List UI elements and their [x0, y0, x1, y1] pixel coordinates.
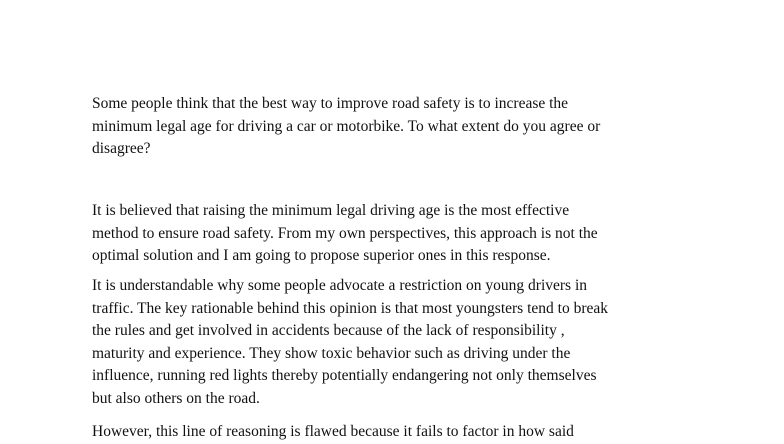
paragraph-introduction — [92, 200, 712, 268]
prompt-line: Some people think that the best way to improve road safety is to increase the — [92, 95, 569, 112]
paragraph-line: maturity and experience. They show toxic behavior such as driving under the — [92, 344, 571, 362]
paragraph-body-two — [92, 421, 712, 444]
paragraph-line: However, this line of reasoning is flawed because it fails to factor in how said — [92, 423, 574, 440]
paragraph-line: It is understandable why some people advocate a restriction on young drivers in — [92, 277, 588, 294]
essay-prompt — [92, 93, 712, 161]
paragraph-line: but also others on the road. — [92, 389, 260, 407]
prompt-line: disagree? — [92, 140, 151, 157]
paragraph-body-one — [92, 275, 712, 410]
paragraph-line: method to ensure road safety. From my own perspectives, this approach is not the — [92, 224, 598, 242]
prompt-line: minimum legal age for driving a car or motorbike. To what extent do you agree or — [92, 117, 601, 135]
paragraph-line: the rules and get involved in accidents because of the lack of responsibility , — [92, 322, 565, 339]
paragraph-line: traffic. The key rationable behind this opinion is that most youngsters tend to break — [92, 299, 608, 317]
paragraph-line: influence, running red lights thereby potentially endangering not only themselves — [92, 367, 597, 384]
paragraph-line: optimal solution and I am going to propose superior ones in this response. — [92, 247, 551, 264]
paragraph-line: It is believed that raising the minimum legal driving age is the most effective — [92, 202, 570, 219]
